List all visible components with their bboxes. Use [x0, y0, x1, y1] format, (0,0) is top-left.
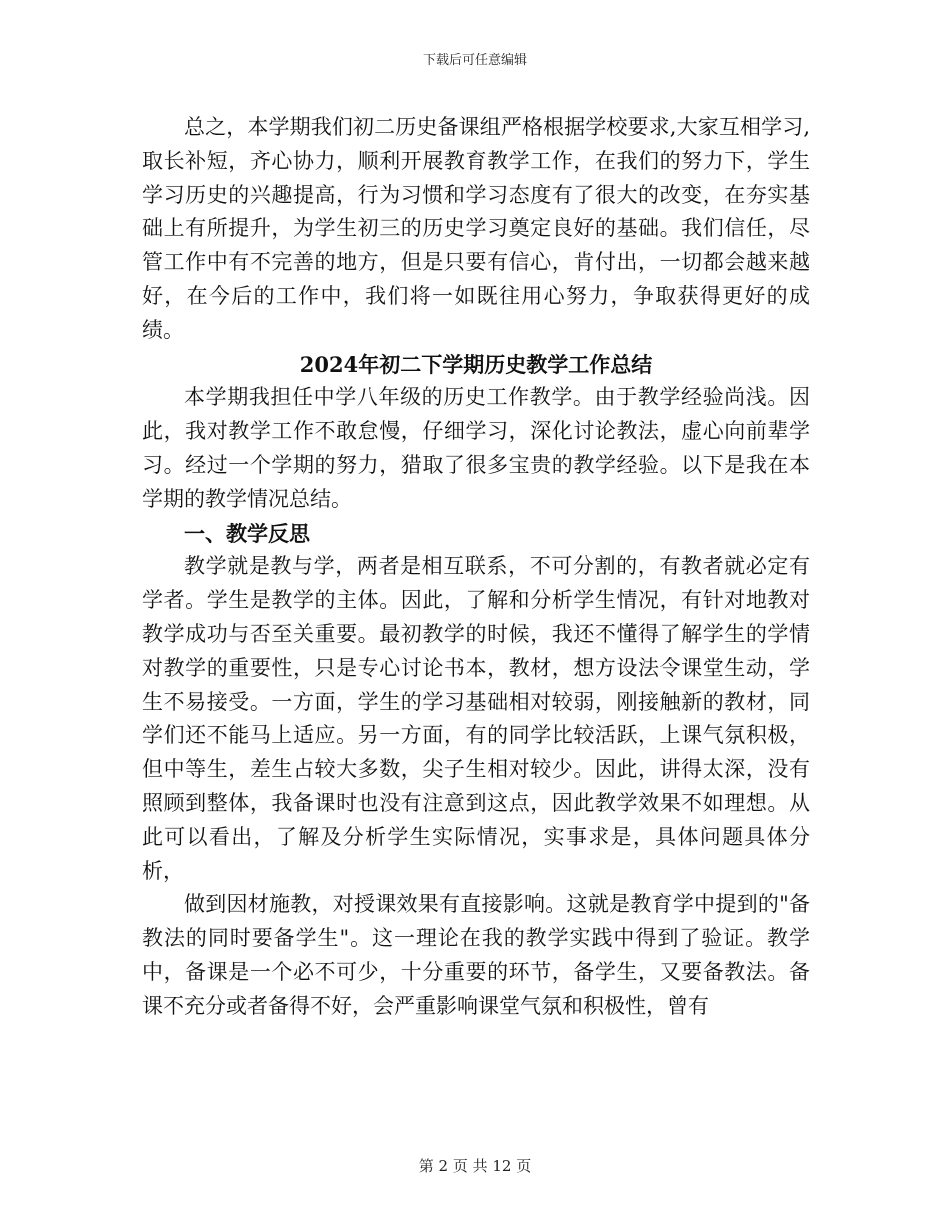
page-footer: 第 2 页 共 12 页	[418, 1157, 532, 1175]
document-body	[142, 111, 810, 1024]
paragraph-summary: 总之，本学期我们初二历史备课组严格根据学校要求,大家互相学习,取长补短，齐心协力，顺利开展教育教学工作，在我们的努力下，学生学习历史的兴趣提高，行为习惯和学习态度有了很大的改变，在夯实基础上有所提升，为学生初三的历史学习奠定良好的基础。我们信任，尽管工作中有不完善的地方，但是只要有信心，肯付出，一切都会越来越好，在今后的工作中，我们将一如既往用心努力，争取获得更好的成绩。	[142, 115, 810, 342]
page-header: 下载后可任意编辑	[422, 53, 527, 68]
document-title: 2024年初二下学期历史教学工作总结	[299, 351, 653, 377]
paragraph-teaching-method: 做到因材施教，对授课效果有直接影响。这就是教育学中提到的"备教法的同时要备学生"。这一理论在我的教学实践中得到了验证。教学中，备课是一个必不可少，十分重要的环节，备学生，又要备教法。备课不充分或者备得不好，会严重影响课堂气氛和积极性，曾有	[142, 892, 810, 1018]
paragraph-reflection: 教学就是教与学，两者是相互联系，不可分割的，有教者就必定有学者。学生是教学的主体。因此，了解和分析学生情况，有针对地教对教学成功与否至关重要。最初教学的时候，我还不懂得了解学生的学情对教学的重要性，只是专心讨论书本，教材，想方设法令课堂生动，学生不易接受。一方面，学生的学习基础相对较弱，刚接触新的教材，同学们还不能马上适应。另一方面，有的同学比较活跃，上课气氛积极，但中等生，差生占较大多数，尖子生相对较少。因此，讲得太深，没有照顾到整体，我备课时也没有注意到这点，因此教学效果不如理想。从此可以看出，了解及分析学生实际情况，实事求是，具体问题具体分析，	[142, 554, 810, 883]
paragraph-intro: 本学期我担任中学八年级的历史工作教学。由于教学经验尚浅。因此，我对教学工作不敢怠慢，仔细学习，深化讨论教法，虚心向前辈学习。经过一个学期的努力，猎取了很多宝贵的教学经验。以下是我在本学期的教学情况总结。	[142, 385, 810, 511]
section-heading-teaching-reflection: 一、教学反思	[184, 520, 310, 546]
